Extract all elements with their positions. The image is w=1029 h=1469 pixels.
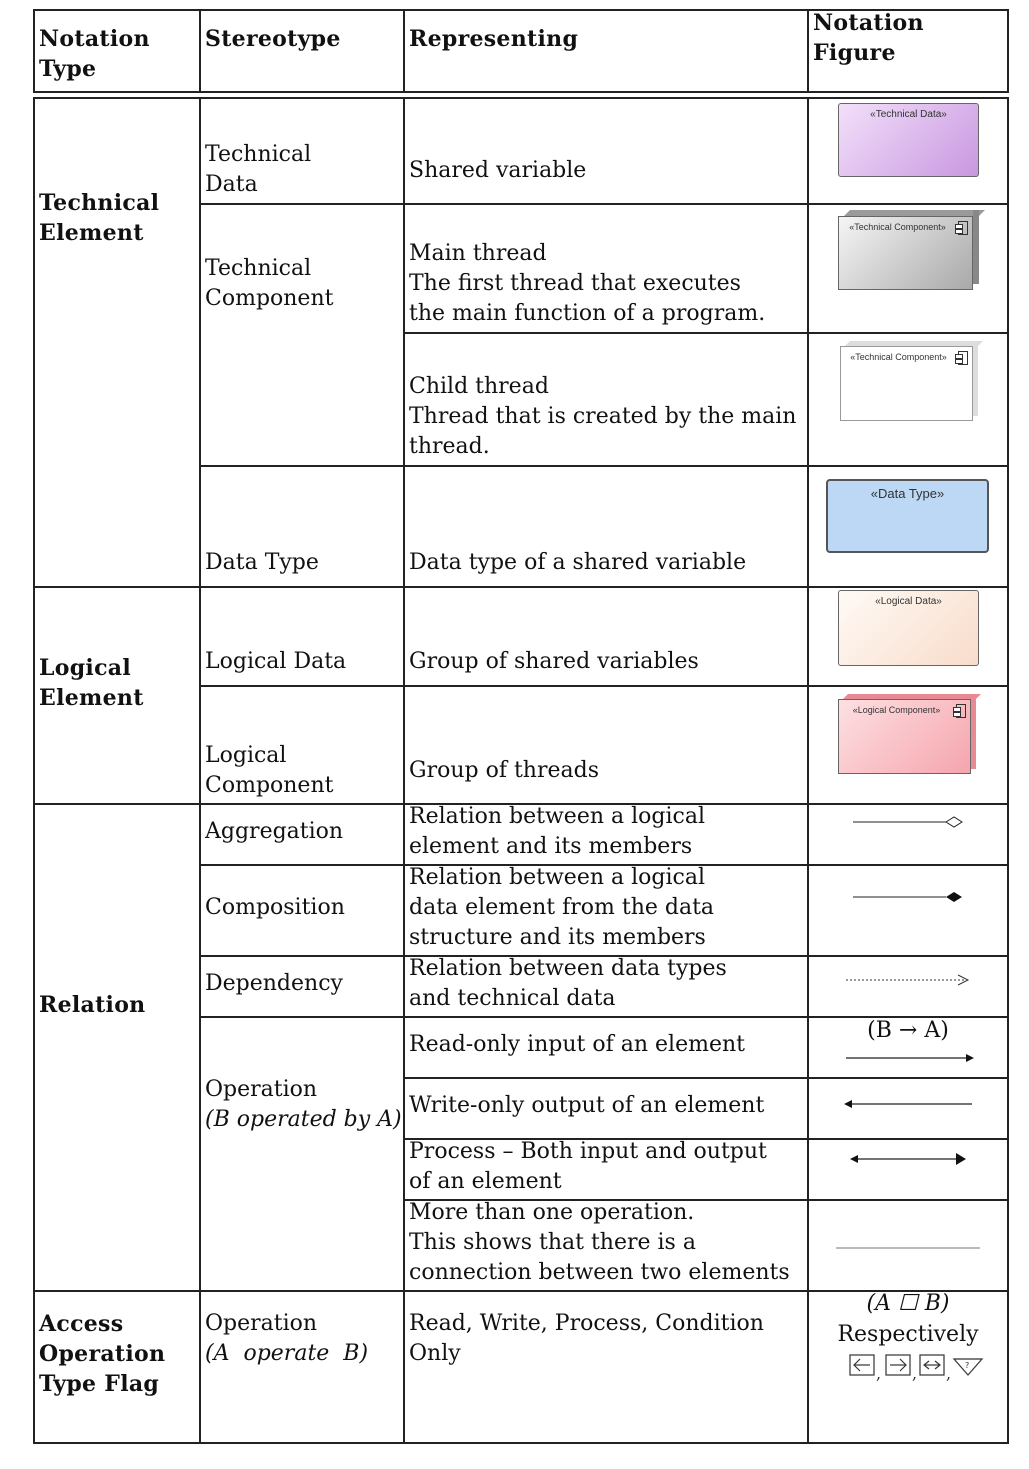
stereotype-composition: Composition — [205, 895, 345, 920]
representing-process: Process – Both input and output of an element — [409, 1139, 767, 1194]
header-divider — [199, 9, 201, 93]
stereotype-technical-data: Technical Data — [205, 142, 312, 197]
read-only-arrow — [846, 1054, 974, 1062]
component-icon — [958, 351, 968, 365]
row-divider — [403, 332, 1009, 334]
access-flag-figure-label: (A ☐ B) — [866, 1291, 950, 1316]
svg-text:,: , — [876, 1364, 882, 1383]
representing-shared-variable: Shared variable — [409, 158, 587, 183]
stereotype-operation-flag-note: (A operate B) — [205, 1341, 369, 1366]
group-access-operation-type-flag: Access Operation Type Flag — [39, 1311, 166, 1397]
representing-composition: Relation between a logical data element from the data structure and its members — [409, 865, 715, 950]
stereotype-aggregation: Aggregation — [205, 819, 344, 844]
header-representing: Representing — [409, 26, 579, 52]
representing-logical-component: Group of threads — [409, 758, 599, 783]
component-icon — [958, 221, 968, 235]
header-notation-type: Notation Type — [39, 26, 150, 82]
svg-text:,: , — [946, 1364, 952, 1383]
composition-line — [853, 892, 962, 902]
condition-flag-icon — [954, 1359, 982, 1375]
logical-component-figure — [838, 694, 976, 774]
stereotype-operation: Operation — [205, 1077, 318, 1102]
representing-read-only: Read-only input of an element — [409, 1032, 746, 1057]
header-divider — [807, 9, 809, 93]
group-technical-element: Technical Element — [39, 190, 160, 246]
stereotype-technical-component: Technical Component — [205, 256, 334, 311]
technical-component-child-label: «Technical Component» — [850, 352, 947, 362]
access-flag-figure-sub: Respectively — [837, 1322, 979, 1347]
header-divider — [403, 9, 405, 93]
group-divider — [33, 586, 1009, 588]
data-type-figure-label: «Data Type» — [870, 486, 945, 501]
write-only-arrow — [844, 1100, 972, 1108]
header-notation-figure: Notation Figure — [813, 10, 924, 66]
column-divider — [199, 97, 201, 1444]
representing-access-flags: Read, Write, Process, Condition Only — [409, 1311, 764, 1366]
read-only-figure-label: (B → A) — [867, 1018, 949, 1043]
data-type-figure — [826, 479, 989, 553]
representing-aggregation: Relation between a logical element and its members — [409, 804, 705, 859]
stereotype-logical-component: Logical Component — [205, 743, 334, 798]
access-flag-icons — [848, 1353, 988, 1383]
svg-text:,: , — [912, 1364, 918, 1383]
svg-text:?: ? — [965, 1361, 970, 1370]
header-stereotype: Stereotype — [205, 26, 341, 52]
representing-data-type: Data type of a shared variable — [409, 550, 747, 575]
row-divider — [199, 203, 1009, 205]
dependency-line — [846, 975, 968, 985]
component-icon — [956, 704, 966, 718]
stereotype-operation-note: (B operated by A) — [205, 1107, 402, 1132]
process-flag-icon — [920, 1355, 944, 1375]
row-divider — [199, 465, 1009, 467]
stereotype-operation-flag: Operation — [205, 1311, 318, 1336]
stereotype-data-type: Data Type — [205, 550, 319, 575]
representing-logical-data: Group of shared variables — [409, 649, 699, 674]
group-relation: Relation — [39, 992, 146, 1018]
technical-data-figure-label: «Technical Data» — [870, 109, 947, 120]
representing-dependency: Relation between data types and technical data — [409, 956, 727, 1011]
technical-component-main-label: «Technical Component» — [849, 222, 946, 232]
logical-component-figure-label: «Logical Component» — [852, 705, 941, 715]
write-flag-icon — [886, 1355, 910, 1375]
technical-data-figure — [838, 103, 979, 177]
technical-component-main-figure — [838, 210, 979, 290]
logical-data-figure-label: «Logical Data» — [875, 596, 942, 607]
representing-more-than-one: More than one operation. This shows that there is a connection between two elements — [409, 1200, 790, 1285]
representing-write-only: Write-only output of an element — [409, 1093, 765, 1118]
representing-main-thread: Main thread The first thread that executes the main function of a program. — [409, 241, 766, 326]
stereotype-logical-data: Logical Data — [205, 649, 347, 674]
stereotype-dependency: Dependency — [205, 971, 343, 996]
group-logical-element: Logical Element — [39, 655, 144, 711]
technical-component-child-figure — [840, 341, 978, 421]
process-arrow — [850, 1153, 966, 1165]
representing-child-thread: Child thread Thread that is created by the main thread. — [409, 374, 797, 459]
aggregation-line — [853, 817, 962, 827]
logical-data-figure — [838, 590, 979, 666]
row-divider — [199, 685, 1009, 687]
column-divider — [403, 97, 405, 1444]
read-flag-icon — [850, 1355, 874, 1375]
